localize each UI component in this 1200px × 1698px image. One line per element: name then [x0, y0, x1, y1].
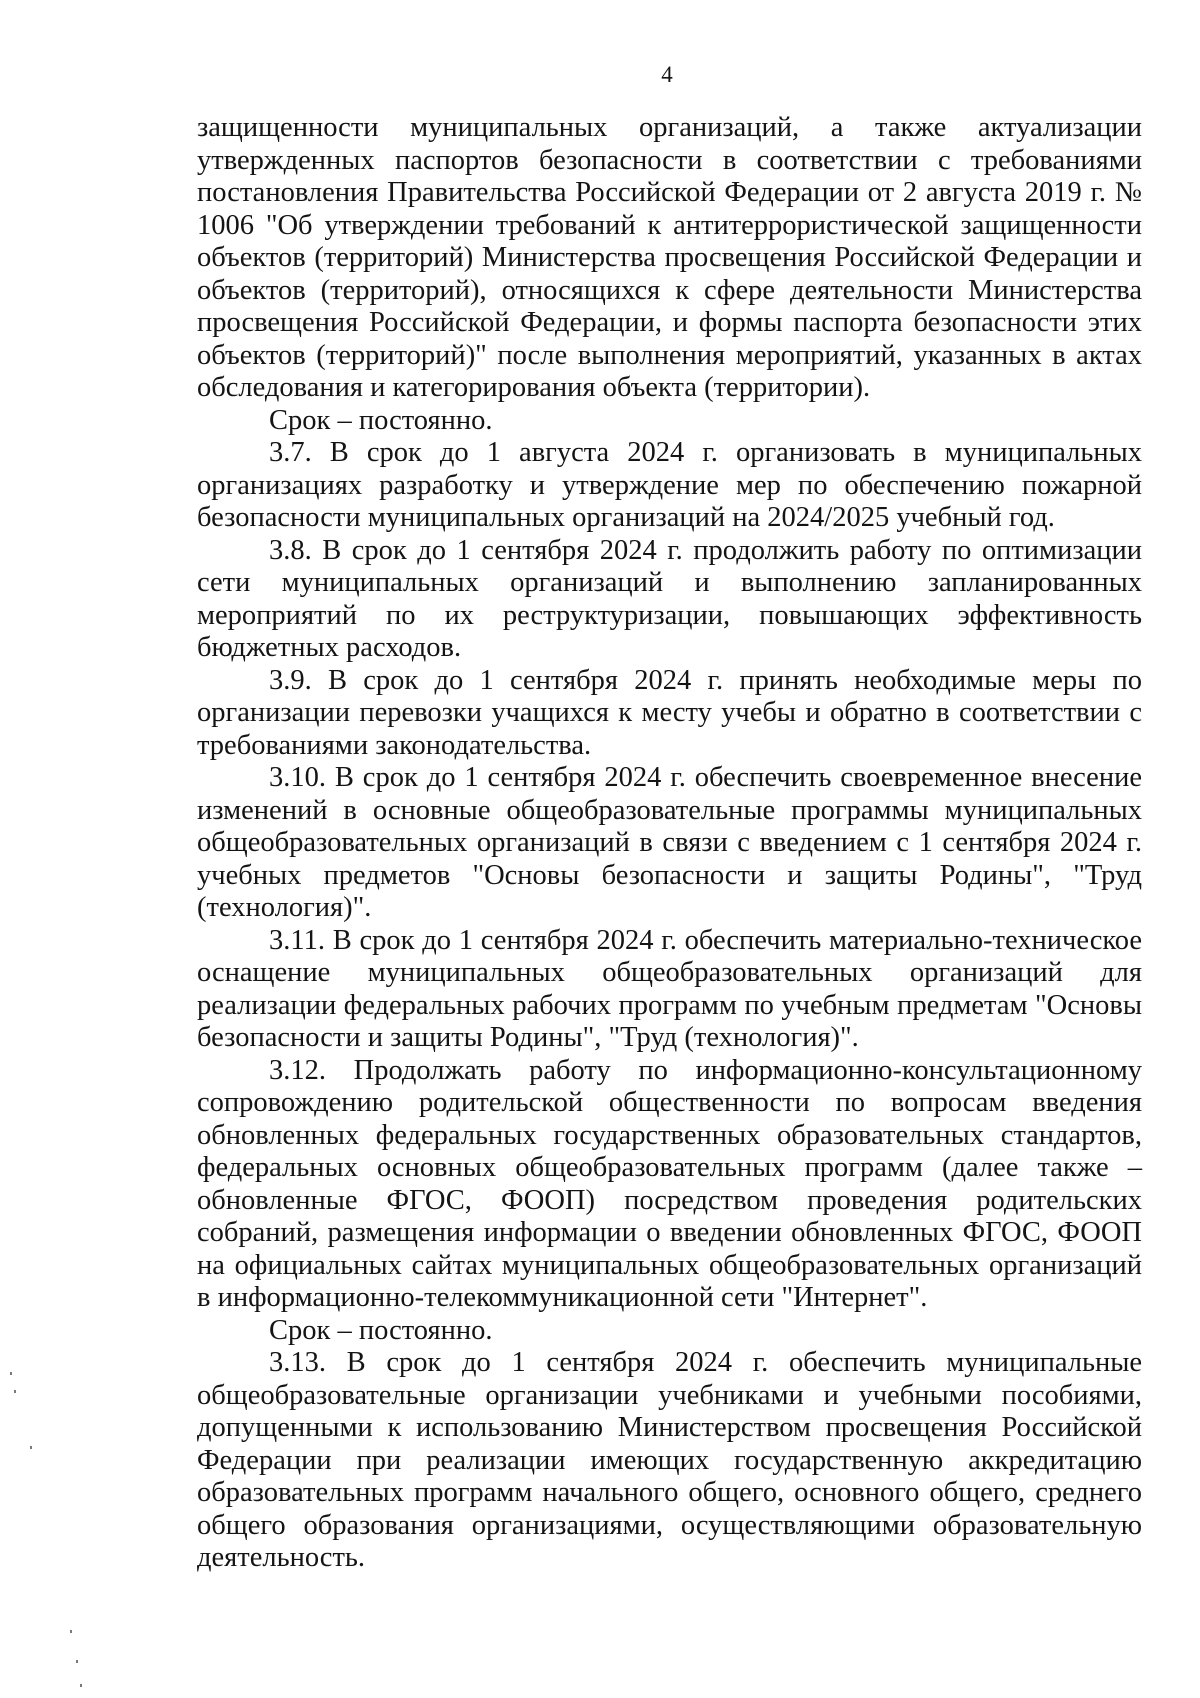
paragraph-3-7: 3.7. В срок до 1 августа 2024 г. организовать в муниципальных организациях разработку и утверждение мер по обеспечению пожарной безопасности муниципальных организаций на 2024/2025 учебный год.: [197, 437, 1142, 533]
scan-speck: [10, 1372, 12, 1375]
scan-speck: [14, 1390, 16, 1393]
paragraph-3-10: 3.10. В срок до 1 сентября 2024 г. обеспечить своевременное внесение изменений в основные общеобразовательные программы муниципальных общеобразовательных организаций в связи с введением с 1 сентября 2024 г. учебных предметов "Основы безопасности и защиты Родины", "Труд (технология)".: [197, 762, 1142, 923]
scan-speck: [30, 1446, 32, 1449]
paragraph-continuation: защищенности муниципальных организаций, а также актуализации утвержденных паспортов безопасности в соответствии с требованиями постановления Правительства Российской Федерации от 2 августа 2019 г. № 1006 "Об утверждении требований к антитеррористической защищенности объектов (территорий) Министерства просвещения Российской Федерации и объектов (территорий), относящихся к сфере деятельности Министерства просвещения Российской Федерации, и формы паспорта безопасности этих объектов (территорий)" после выполнения мероприятий, указанных в актах обследования и категорирования объекта (территории).: [197, 112, 1142, 403]
paragraph-deadline: Срок – постоянно.: [269, 404, 493, 436]
paragraph-3-11: 3.11. В срок до 1 сентября 2024 г. обеспечить материально-техническое оснащение муниципальных общеобразовательных организаций для реализации федеральных рабочих программ по учебным предметам "Основы безопасности и защиты Родины", "Труд (технология)".: [197, 924, 1142, 1053]
document-body: [197, 112, 1142, 1575]
paragraph-3-12: 3.12. Продолжать работу по информационно-консультационному сопровождению родительской общественности по вопросам введения обновленных федеральных государственных образовательных стандартов, федеральных основных общеобразовательных программ (далее также – обновленные ФГОС, ФООП) посредством проведения родительских собраний, размещения информации о введении обновленных ФГОС, ФООП на официальных сайтах муниципальных общеобразовательных организаций в информационно-телекоммуникационной сети "Интернет".: [197, 1054, 1142, 1313]
scan-speck: [76, 1660, 78, 1663]
paragraph-3-9: 3.9. В срок до 1 сентября 2024 г. принять необходимые меры по организации перевозки учащихся к месту учебы и обратно в соответствии с требованиями законодательства.: [197, 664, 1142, 761]
scan-speck: [80, 1684, 82, 1687]
scan-speck: [70, 1630, 72, 1633]
paragraph-deadline: Срок – постоянно.: [269, 1314, 493, 1346]
page-number: 4: [661, 62, 673, 87]
paragraph-3-8: 3.8. В срок до 1 сентября 2024 г. продолжить работу по оптимизации сети муниципальных организаций и выполнению запланированных мероприятий по их реструктуризации, повышающих эффективность бюджетных расходов.: [197, 534, 1142, 663]
paragraph-3-13: 3.13. В срок до 1 сентября 2024 г. обеспечить муниципальные общеобразовательные организации учебниками и учебными пособиями, допущенными к использованию Министерством просвещения Российской Федерации при реализации имеющих государственную аккредитацию образовательных программ начального общего, основного общего, среднего общего образования организациями, осуществляющими образовательную деятельность.: [197, 1347, 1142, 1573]
